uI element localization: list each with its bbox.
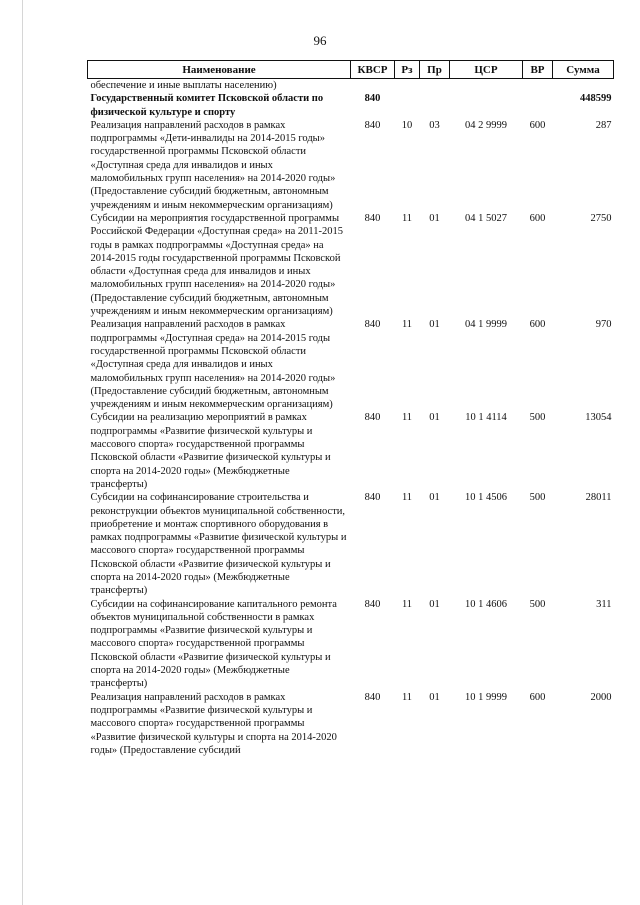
header-name: Наименование [88,61,351,79]
row-name: обеспечение и иные выплаты населению) [90,80,277,91]
row-sum: 448599 [580,93,612,105]
table-row [88,212,614,318]
table-row [88,491,614,597]
header-rz: Рз [395,61,420,79]
row-rz [395,79,420,93]
row-rz: 11 [401,412,413,424]
row-kvsr: 840 [364,691,381,703]
header-vr: ВР [523,61,553,79]
row-kvsr: 840 [364,598,381,610]
row-kvsr: 840 [364,492,381,504]
row-sum: 970 [595,319,612,331]
row-pr: 03 [429,119,440,131]
row-vr [523,79,553,93]
row-sum: 28011 [585,492,612,504]
row-csr: 04 1 5027 [465,212,507,224]
row-name: Субсидии на софинансирование строительства и реконструкции объектов муниципальной собственности, приобретение и монтаж спортивного оборудования в рамках подпрограммы «Развитие физической культуры и массового спорта» государственной программы Псковской области «Развитие физической культуры и спорта на 2014-2020 годы» (Межбюджетные трансферты) [90,492,347,597]
row-name: Реализация направлений расходов в рамках подпрограммы «Доступная среда» на 2014-2015 годы государственной программы Псковской области «Доступная среда для инвалидов и иных маломобильных групп населения» на 2014-2020 годы» (Предоставление субсидий бюджетным, автономным учреждениям и иным некоммерческим организациям) [90,319,336,411]
row-kvsr [351,79,395,93]
row-csr: 04 2 9999 [465,119,507,131]
row-sum: 13054 [585,412,612,424]
row-vr [523,92,553,119]
row-rz: 11 [401,691,413,703]
row-csr: 10 1 4114 [465,412,507,424]
row-sum: 2750 [590,212,612,224]
row-kvsr: 840 [364,319,381,331]
row-rz: 10 [401,119,413,131]
row-pr: 01 [429,319,440,331]
row-name: Субсидии на реализацию мероприятий в рамках подпрограммы «Развитие физической культуры и массового спорта» государственной программы Псковской области «Развитие физической культуры и спорта на 2014-2020 годы» (Межбюджетные трансферты) [90,412,331,490]
table-row [88,598,614,691]
row-vr: 600 [529,119,546,131]
row-kvsr: 840 [364,93,381,105]
budget-table [87,60,614,757]
row-pr: 01 [429,598,440,610]
row-name: Субсидии на мероприятия государственной программы Российской Федерации «Доступная среда» на 2011-2015 годы в рамках подпрограммы «Доступная среда» на 2014-2015 годы государственной программы Псковской области «Доступная среда для инвалидов и иных маломобильных групп населения» на 2014-2020 годы» (Предоставление субсидий бюджетным, автономным учреждениям и иным некоммерческим организациям) [90,212,344,318]
row-kvsr: 840 [364,119,381,131]
row-pr [420,92,450,119]
table-row [88,79,614,93]
row-pr: 01 [429,212,440,224]
row-rz: 11 [401,212,413,224]
table-row [88,411,614,491]
table-header-row [88,61,614,79]
row-csr [450,79,523,93]
row-vr: 500 [529,492,546,504]
row-name: Государственный комитет Псковской области по физической культуре и спорту [90,93,324,118]
header-csr: ЦСР [450,61,523,79]
row-kvsr: 840 [364,212,381,224]
row-vr: 600 [529,212,546,224]
table-row [88,92,614,119]
row-vr: 500 [529,598,546,610]
row-name: Реализация направлений расходов в рамках подпрограммы «Развитие физической культуры и массового спорта» государственной программы «Развитие физической культуры и спорта на 2014-2020 годы» (Предоставление субсидий [90,691,337,756]
row-pr [420,79,450,93]
row-rz [395,92,420,119]
row-name: Субсидии на софинансирование капитального ремонта объектов муниципальной собственности в рамках подпрограммы «Развитие физической культуры и массового спорта» государственной программы Псковской области «Развитие физической культуры и спорта на 2014-2020 годы» (Межбюджетные трансферты) [90,598,337,690]
row-sum: 287 [595,119,612,131]
row-vr: 500 [529,412,546,424]
row-csr [450,92,523,119]
table-row [88,318,614,411]
row-pr: 01 [429,412,440,424]
row-csr: 10 1 4506 [465,492,507,504]
row-sum: 2000 [590,691,612,703]
row-vr: 600 [529,319,546,331]
row-sum [553,79,614,93]
row-pr: 01 [429,691,440,703]
row-rz: 11 [401,492,413,504]
header-pr: Пр [420,61,450,79]
header-sum: Сумма [553,61,614,79]
row-sum: 311 [596,598,612,610]
row-vr: 600 [529,691,546,703]
row-name: Реализация направлений расходов в рамках подпрограммы «Дети-инвалиды на 2014-2015 годы» государственной программы Псковской области «Доступная среда для инвалидов и иных маломобильных групп населения» на 2014-2020 годы» (Предоставление субсидий бюджетным, автономным учреждениям и иным некоммерческим организациям) [90,119,336,211]
row-rz: 11 [401,319,413,331]
row-csr: 04 1 9999 [465,319,507,331]
page-number: 96 [313,33,327,48]
row-csr: 10 1 9999 [465,691,507,703]
row-rz: 11 [401,598,413,610]
row-pr: 01 [429,492,440,504]
header-kvsr: КВСР [351,61,395,79]
row-csr: 10 1 4606 [465,598,507,610]
scan-edge-line [22,0,23,905]
table-row [88,691,614,757]
table-row [88,119,614,212]
row-kvsr: 840 [364,412,381,424]
